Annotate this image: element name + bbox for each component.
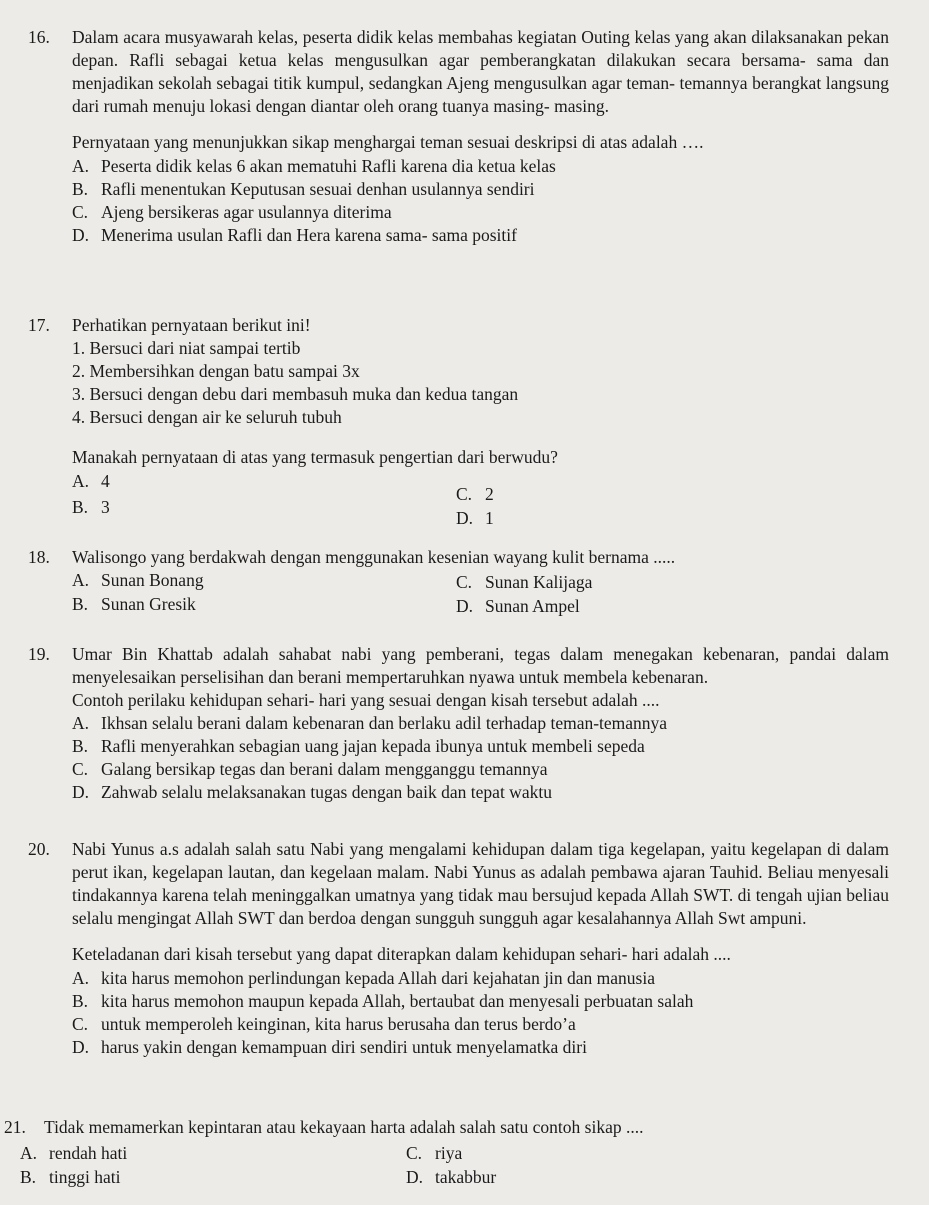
- option-text: riya: [435, 1143, 463, 1163]
- question-paragraph: Umar Bin Khattab adalah sahabat nabi yang pemberani, tegas dalam menegakan kebenaran, pandai dalam menyelesaikan perselisihan dan berani mempertaruhkan nyawa untuk membela kebenaran.: [72, 644, 889, 687]
- option-c[interactable]: [406, 1142, 462, 1165]
- option-text: tinggi hati: [49, 1167, 121, 1187]
- option-letter: A.: [20, 1143, 38, 1163]
- option-letter: C.: [72, 759, 89, 779]
- option-letter: D.: [72, 782, 90, 802]
- option-letter: A.: [72, 471, 90, 491]
- option-text: Ikhsan selalu berani dalam kebenaran dan berlaku adil terhadap teman-temannya: [101, 713, 668, 733]
- options-grid: [72, 569, 889, 617]
- question-number: 20.: [28, 839, 50, 859]
- question-paragraph: Dalam acara musyawarah kelas, peserta didik kelas membahas kegiatan Outing kelas yang akan dilaksanakan pekan depan. Rafli sebagai ketua kelas mengusulkan agar pemberangkatan dilakukan secara bersama- sama dan menjadikan sekolah sebagai titik kumpul, sedangkan Ajeng mengusulkan agar teman- temannya berangkat langsung dari rumah menuju lokasi dengan diantar oleh orang tuanya masing- masing.: [72, 27, 889, 116]
- option-b[interactable]: [72, 178, 889, 201]
- option-text: 3: [101, 497, 110, 517]
- option-letter: C.: [72, 1014, 89, 1034]
- option-b[interactable]: [72, 593, 196, 616]
- question-19: [28, 643, 889, 804]
- question-number: 18.: [28, 547, 50, 567]
- question-number: 19.: [28, 644, 50, 664]
- option-b[interactable]: [72, 735, 889, 758]
- option-d[interactable]: [72, 781, 889, 804]
- option-letter: B.: [72, 594, 89, 614]
- question-stem: Walisongo yang berdakwah dengan menggunakan kesenian wayang kulit bernama .....: [72, 547, 676, 567]
- option-d[interactable]: [72, 224, 889, 247]
- question-17: [28, 314, 889, 526]
- question-18: [28, 546, 889, 617]
- option-text: Zahwab selalu melaksanakan tugas dengan baik dan tepat waktu: [101, 782, 552, 802]
- question-stem: Manakah pernyataan di atas yang termasuk pengertian dari berwudu?: [72, 447, 558, 467]
- statement-item: 1. Bersuci dari niat sampai tertib: [72, 338, 301, 358]
- question-21: [4, 1116, 889, 1187]
- question-stem: Pernyataan yang menunjukkan sikap menghargai teman sesuai deskripsi di atas adalah ….: [72, 132, 704, 152]
- question-16: [28, 26, 889, 247]
- option-a[interactable]: [72, 155, 889, 178]
- option-text: 1: [485, 508, 494, 528]
- option-letter: B.: [72, 736, 89, 756]
- option-a[interactable]: [20, 1142, 127, 1165]
- option-text: Sunan Bonang: [101, 570, 204, 590]
- option-letter: A.: [72, 156, 90, 176]
- option-text: 2: [485, 484, 494, 504]
- option-text: kita harus memohon perlindungan kepada Allah dari kejahatan jin dan manusia: [101, 968, 656, 988]
- option-letter: D.: [72, 1037, 90, 1057]
- option-text: Rafli menyerahkan sebagian uang jajan kepada ibunya untuk membeli sepeda: [101, 736, 645, 756]
- option-text: Peserta didik kelas 6 akan mematuhi Rafli karena dia ketua kelas: [101, 156, 556, 176]
- question-stem: Keteladanan dari kisah tersebut yang dapat diterapkan dalam kehidupan sehari- hari adalah ....: [72, 944, 731, 964]
- statement-item: 2. Membersihkan dengan batu sampai 3x: [72, 361, 360, 381]
- option-text: kita harus memohon maupun kepada Allah, bertaubat dan menyesali perbuatan salah: [101, 991, 694, 1011]
- option-letter: C.: [406, 1143, 423, 1163]
- option-d[interactable]: [456, 595, 580, 618]
- option-b[interactable]: [72, 496, 110, 519]
- statement-item: 4. Bersuci dengan air ke seluruh tubuh: [72, 407, 342, 427]
- option-text: 4: [101, 471, 110, 491]
- option-letter: D.: [72, 225, 90, 245]
- statement-item: 3. Bersuci dengan debu dari membasuh muka dan kedua tangan: [72, 384, 519, 404]
- option-letter: B.: [20, 1167, 37, 1187]
- option-c[interactable]: [72, 1013, 889, 1036]
- option-b[interactable]: [20, 1166, 120, 1189]
- question-20: [28, 838, 889, 1059]
- options-grid: [72, 470, 889, 526]
- option-letter: A.: [72, 968, 90, 988]
- option-text: Rafli menentukan Keputusan sesuai denhan usulannya sendiri: [101, 179, 535, 199]
- option-letter: B.: [72, 497, 89, 517]
- option-text: Ajeng bersikeras agar usulannya diterima: [101, 202, 392, 222]
- option-text: takabbur: [435, 1167, 497, 1187]
- option-d[interactable]: [456, 507, 494, 530]
- option-a[interactable]: [72, 967, 889, 990]
- option-c[interactable]: [72, 758, 889, 781]
- option-text: Menerima usulan Rafli dan Hera karena sama- sama positif: [101, 225, 517, 245]
- option-c[interactable]: [72, 201, 889, 224]
- statement-list: [72, 337, 889, 429]
- option-a[interactable]: [72, 712, 889, 735]
- option-d[interactable]: [72, 1036, 889, 1059]
- question-paragraph: Nabi Yunus a.s adalah salah satu Nabi yang mengalami kehidupan dalam tiga kegelapan, yaitu kegelapan di dalam perut ikan, kegelapan lautan, dan kegelaan malam. Nabi Yunus as adalah pembawa ajaran Tauhid. Beliau menyesali tindakannya karena telah meninggalkan umatnya yang tidak mau bersujud kepada Allah SWT. di tengah ujian beliau selalu mengingat Allah SWT dan berdoa dengan sungguh sungguh agar kesalahannya Allah Swt ampuni.: [72, 839, 889, 928]
- options-grid: [20, 1139, 889, 1187]
- question-number: 17.: [28, 315, 50, 335]
- option-letter: D.: [456, 508, 474, 528]
- option-a[interactable]: [72, 569, 204, 592]
- option-text: Galang bersikap tegas dan berani dalam mengganggu temannya: [101, 759, 548, 779]
- option-c[interactable]: [456, 571, 592, 594]
- option-letter: D.: [456, 596, 474, 616]
- option-letter: B.: [72, 179, 89, 199]
- option-letter: A.: [72, 570, 90, 590]
- option-text: untuk memperoleh keinginan, kita harus berusaha dan terus berdo’a: [101, 1014, 576, 1034]
- question-stem: Tidak memamerkan kepintaran atau kekayaan harta adalah salah satu contoh sikap ....: [44, 1117, 644, 1137]
- question-number: 21.: [4, 1117, 26, 1137]
- question-stem: Contoh perilaku kehidupan sehari- hari yang sesuai dengan kisah tersebut adalah ....: [72, 690, 660, 710]
- option-text: rendah hati: [49, 1143, 128, 1163]
- option-letter: C.: [456, 484, 473, 504]
- question-number: 16.: [28, 27, 50, 47]
- option-b[interactable]: [72, 990, 889, 1013]
- option-letter: B.: [72, 991, 89, 1011]
- option-letter: D.: [406, 1167, 424, 1187]
- option-text: Sunan Ampel: [485, 596, 580, 616]
- option-text: Sunan Gresik: [101, 594, 196, 614]
- option-d[interactable]: [406, 1166, 496, 1189]
- option-letter: A.: [72, 713, 90, 733]
- question-intro: Perhatikan pernyataan berikut ini!: [72, 315, 311, 335]
- option-c[interactable]: [456, 483, 494, 506]
- option-text: Sunan Kalijaga: [485, 572, 593, 592]
- option-letter: C.: [456, 572, 473, 592]
- option-a[interactable]: [72, 470, 110, 493]
- option-letter: C.: [72, 202, 89, 222]
- option-text: harus yakin dengan kemampuan diri sendiri untuk menyelamatka diri: [101, 1037, 587, 1057]
